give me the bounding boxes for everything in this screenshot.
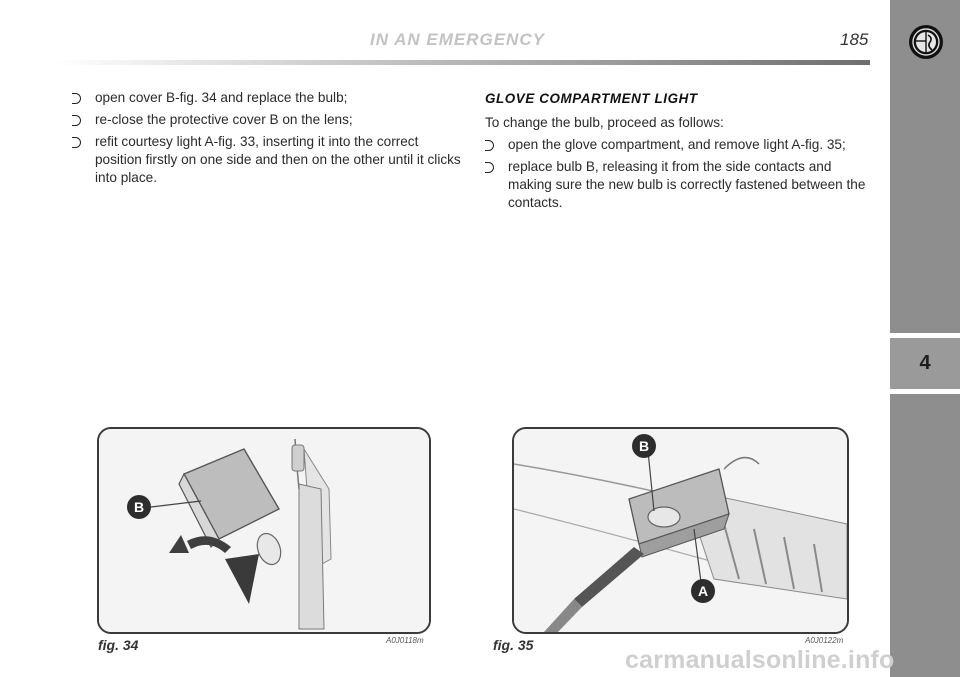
- left-column: [72, 89, 464, 191]
- side-tab-bottom: [890, 394, 960, 677]
- watermark: carmanualsonline.info: [625, 646, 895, 674]
- callout-b: B: [638, 438, 650, 454]
- intro-text: To change the bulb, proceed as follows:: [485, 115, 724, 130]
- chapter-number: 4: [919, 352, 931, 374]
- bullet-icon: [72, 93, 81, 104]
- figure-34-code: A0J0118m: [386, 636, 424, 645]
- figure-35-label: fig. 35: [493, 637, 534, 653]
- bullet-icon: [72, 137, 81, 148]
- callout-a: A: [697, 583, 709, 599]
- step-text: open the glove compartment, and remove light A-fig. 35;: [508, 137, 846, 152]
- bullet-icon: [485, 162, 494, 173]
- left-step-list: [72, 89, 464, 187]
- step-text: refit courtesy light A-fig. 33, inserting it into the correct position firstly on one side and then on the other until it clicks into place.: [95, 134, 461, 185]
- right-column: [485, 89, 870, 216]
- step-text: open cover B-fig. 34 and replace the bulb;: [95, 90, 348, 105]
- figure-35-illustration: [514, 429, 847, 632]
- bullet-icon: [485, 140, 494, 151]
- step-text: replace bulb B, releasing it from the side contacts and making sure the new bulb is correctly fastened between the contacts.: [508, 159, 866, 210]
- bullet-icon: [72, 115, 81, 126]
- figure-34-illustration: [99, 429, 429, 632]
- figure-34: [97, 427, 431, 634]
- chapter-tab[interactable]: [890, 338, 960, 389]
- list-item: [72, 133, 464, 187]
- figure-35-code: A0J0122m: [805, 636, 844, 645]
- page-number: 185: [840, 30, 869, 49]
- header-rule: [56, 60, 870, 65]
- list-item: [485, 158, 870, 212]
- list-item: [72, 111, 464, 129]
- figure-34-label: fig. 34: [98, 637, 139, 653]
- callout-b: B: [133, 499, 145, 515]
- list-item: [72, 89, 464, 107]
- section-heading: GLOVE COMPARTMENT LIGHT: [485, 91, 698, 106]
- figure-35: [512, 427, 849, 634]
- right-step-list: [485, 136, 870, 212]
- step-text: re-close the protective cover B on the lens;: [95, 112, 353, 127]
- brand-logo-icon: [908, 24, 944, 60]
- list-item: [485, 136, 870, 154]
- section-title: IN AN EMERGENCY: [370, 30, 545, 49]
